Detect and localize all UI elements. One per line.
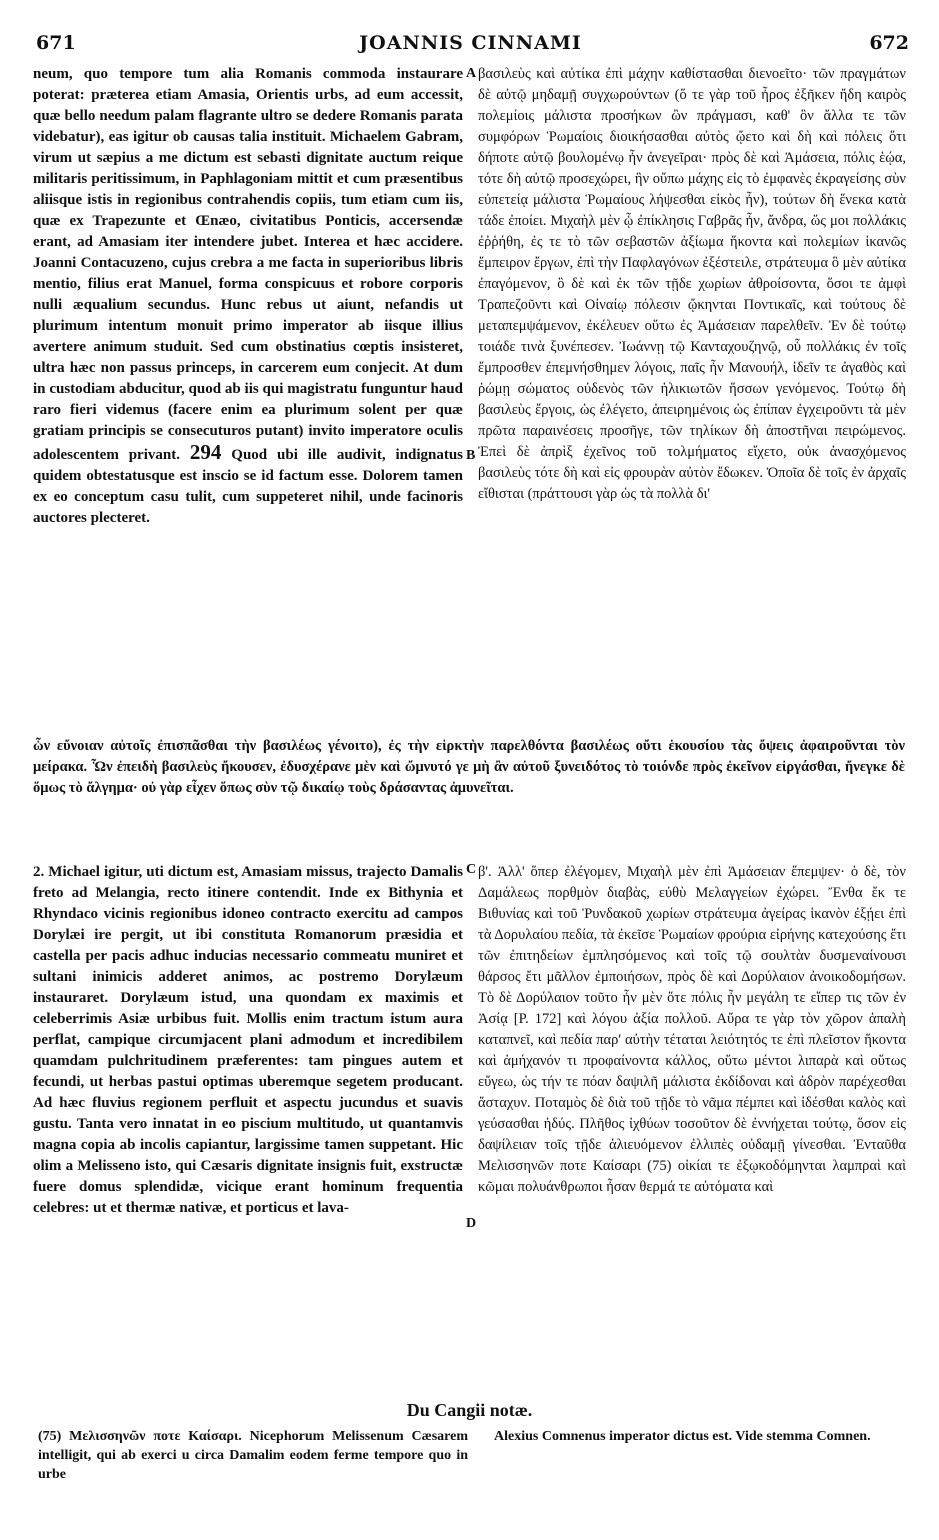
latin-paragraph-1-end: Quod ubi ille audivit, indignatus quidem obtestatusque est inscio se id factum esse. Dolorem tamen ex eo conceptum casu tulit, cum suppeteret nihil, unde facinoris auctores plecteret. [33, 447, 464, 526]
note-left: (75) Μελισσηνῶν ποτε Καίσαρι. Nicephorum Melissenum Cæsarem intelligit, qui ab exerci u circa Damalim eodem ferme tempore quo in urbe [38, 1429, 468, 1482]
greek-paragraph-2: β'. Ἀλλ' ὅπερ ἐλέγομεν, Μιχαὴλ μὲν ἐπὶ Ἀμάσειαν ἔπεμψεν· ὁ δὲ, τὸν Δαμάλεως πορθμὸν διαβὰς, εὐθὺ Μελαγγείων ἐχώρει. Ἔνθα ἔκ τε Βιθυνίας καὶ τοῦ Ῥυνδακοῦ χωρίων στράτευμα ἀγείρας ἱκανὸν ἐξῄει ἐπὶ τὰ Δορυλαίου πεδία, τὰ ἐκεῖσε Ῥωμαίων φρούρια εἰρήνης κατεχούσης ἔτι τῶν ἐπιτηδείων ἐμπλησόμενος καὶ τοῖς τῷ σουλτὰν δυσμεναίνουσι θάρσος ἔτι μᾶλλον ἐμποιήσων, πρὸς δὲ καὶ Δορύλαιον ἀνοικοδομήσων. Τὸ δὲ Δορύλαιον τοῦτο ἦν μὲν ὅτε πόλις ἦν μεγάλη τε εἴπερ τις τῶν ἐν Ἀσίᾳ [P. 172] καὶ λόγου ἀξία πολλοῦ. Αὔρα τε γὰρ τὸν χῶρον ἁπαλὴ καταπνεῖ, καὶ πεδία παρ' αὐτὴν τέταται λειότητός τε ἐπὶ πλεῖστον ἥκοντα καὶ ἀμήχανόν τι προφαίνοντα κάλλος, οὕτω μέντοι λιπαρὰ καὶ οὕτως εὔγεω, ὡς τήν τε πόαν δαψιλῆ μάλιστα ἐκδίδοναι καὶ ἁδρὸν παρέχεσθαι ἄσταχυν. Ποταμὸς δὲ διὰ τοῦ τῇδε τὸ νᾶμα πέμπει καὶ ἰδέσθαι καλὸς καὶ γεύσασθαι ἡδύς. Πλῆθος ἰχθύων τοσοῦτον δὲ ἐννήχεται τούτῳ, ὅσον εἰς δαψίλειαν τοῖς τῇδε ἁλιευόμενον ἐλλιπὲς οὐδαμῇ γίνεσθαι. Ἐνταῦθα Μελισσηνῶν ποτε Καίσαρι (75) οἰκίαι τε ἐξῳκοδόμηνται λαμπραὶ καὶ κῶμαι πολυάνθρωποι ἦσαν θερμά τε αὐτόματα καὶ [478, 864, 906, 1195]
margin-letter-b: B [466, 448, 476, 463]
left-page-number: 671 [36, 32, 76, 54]
notes-heading: Du Cangii notæ. [406, 1400, 533, 1420]
latin-column [33, 64, 463, 529]
running-title: JOANNIS CINNAMI [359, 32, 582, 54]
margin-letter-a: A [466, 66, 477, 81]
page-marker: 294 [189, 440, 222, 464]
latin-paragraph-1 [33, 64, 463, 529]
greek-spanning-passage: ὧν εὔνοιαν αὐτοῖς ἐπισπᾶσθαι τὴν βασιλέως γένοιτο), ἐς τὴν εἱρκτὴν παρελθόντα βασιλέως οὔτι ἑκουσίου τὰς ὄψεις ἀφαιροῦνται τὸν μείρακα. Ὧν ἐπειδὴ βασιλεὺς ἤκουσεν, ἐδυσχέρανε μὲν καὶ ὤμνυτό γε μὴ ἂν αὐτοῦ ξυνειδότος τὸ τοιόνδε πρὸς ἐκεῖνον εἰργάσθαι, ἤνεγκε δὲ ὅμως τὸ ἄλγημα· οὐ γὰρ εἶχεν ὅπως σὺν τῷ δικαίῳ τοὺς δράσαντας ἀμυνεῖται. [33, 738, 905, 796]
greek-column [478, 64, 906, 505]
greek-column-section-2 [478, 862, 906, 1198]
latin-column-section-2 [33, 862, 463, 1219]
latin-paragraph-1-text: neum, quo tempore tum alia Romanis commoda instaurare poterat: præterea etiam Amasia, Orientis urbs, ad eum accessit, quæ bello needum palam flagrante ultro se dedere Romanis parata videbatur), eas igitur ob causas talia instituit. Michaelem Gabram, virum ut sæpius a me dictum est sebasti dignitate auctum reique militaris peritissimum, in Paphlagoniam mittit et cum præsentibus aliisque istis in regionibus contrahendis copiis, tum etiam cum iis, quæ ex Trapezunte et Œnæo, civitatibus Ponticis, accersendæ erant, ad Amasiam iter intendere jubet. Interea et hæc accidere. Joanni Contacuzeno, cujus crebra a me facta in superioribus libris mentio, filius erat Manuel, forma conspicuus et robore corporis nulli æqualium secundus. Hunc rebus ut aiunt, nefandis ut plurimum intentum monuit primo imperator ab iisque illius avertere animum studuit. Sed cum obstinatius cœptis insisteret, ultra hæc non passus princeps, in carcerem eum conjecit. At dum in custodiam abducitur, quod ab iis qui magistratu funguntur haud raro fieri videmus (facere enim ea plurimum solent per quæ gratiam principis se consecuturos putant) invito imperatore oculis adolescentem privant. [33, 66, 463, 463]
note-right: Alexius Comnenus imperator dictus est. Vide stemma Comnen. [494, 1429, 871, 1444]
latin-paragraph-2: 2. Michael igitur, uti dictum est, Amasiam missus, trajecto Damalis freto ad Melangia, recto itinere contendit. Inde ex Bithynia et Rhyndaco vicinis regionibus idoneo contracto exercitu ad campos Dorylæi ire pergit, ut ibi constituta Romanorum præsidia et castella per pacis adhuc inducias necessario commeatu muniret et sultani inimicis adderet animos, ac postremo Dorylæum instauraret. Dorylæum istud, una quondam ex maximis et celeberrimis Asiæ urbibus fuit. Mollis enim tractum istum aura perflat, campique circumjacent plani admodum et incredibilem quamdam pulchritudinem præferentes: tam pingues autem et fecundi, ut herbas pastui optimas uberemque segetem producant. Ad hæc fluvius regionem perfluit et aspectu jucundus et suavis gustu. Tanta vero innatat in eo piscium multitudo, ut quantamvis magna copia ab incolis capiantur, largissime tamen suppetant. Hic olim a Melisseno isto, qui Cæsaris dignitate insignis fuit, exstructæ fuere domus splendidæ, vicique erant hominum frequentia celebres: ut et thermæ nativæ, et porticus et lava- [33, 864, 463, 1216]
right-page-number: 672 [869, 32, 909, 54]
margin-letter-d: D [466, 1216, 477, 1231]
running-header [28, 32, 913, 58]
margin-letter-c: C [466, 862, 477, 877]
greek-paragraph-1: βασιλεὺς καὶ αὐτίκα ἐπὶ μάχην καθίστασθαι διενοεῖτο· τῶν πραγμάτων δὲ αὐτῷ μηδαμῇ συγχωρούντων (ὅ τε γὰρ τοῦ ἦρος ἐξῆκεν ἤδη καιρὸς πολεμίοις μάλιστα προσήκων ὢν πράγμασι, καθ' ὃν ἄλλα τε τῶν συμφόρων Ῥωμαίοις διοικήσασθαι αὐτὸς ᾤετο καὶ δὴ καὶ πόλεις ὅτι δήποτε αὐτῷ βουλομένῳ ἦν ἀνεγεῖραι· πρὸς δὲ καὶ Ἀμάσεια, πόλις ἑῴα, τότε δὴ αὐτῷ προσεχώρει, ἣν οὔπω μάχης εἰς τὸ ἐμφανὲς ἐκραγείσης σὺν εὐπετείᾳ μάλιστα Ῥωμαίους λήψεσθαι εἰκὸς ἦν), τούτων δὴ ἕνεκα κατὰ τάδε ἐποίει. Μιχαὴλ μὲν ᾧ ἐπίκλησις Γαβρᾶς ἦν, ἄνδρα, ὥς μοι πολλάκις ἐῤῥήθη, ἐς τε τὸ τῶν σεβαστῶν ἀξίωμα ἥκοντα καὶ πολεμίων ἱκανῶς ἔμπειρον ἔργων, ἐπὶ τὴν Παφλαγόνων ἐξέστειλε, στράτευμα ὃ μὲν αὐτίκα ἐπαγόμενον, ὃ δὲ καὶ ἐκ τῶν τῇδε χωρίων ἀθροίσοντα, ὅσοι τε ἀμφὶ Τραπεζοῦντι καὶ Οἰναίῳ πόλεσιν ᾤκηνται Ποντικαῖς, καὶ τούτους δὲ μεταπεμψάμενον, ἐκέλευεν οὕτω ἐς Ἀμάσειαν παρελθεῖν. Ἐν δὲ τούτῳ τοιάδε τινὰ ξυνέπεσεν. Ἰωάννῃ τῷ Κανταχουζηνῷ, οὗ πολλάκις ἐν τοῖς ἔμπροσθεν ἐπεμνήσθημεν λόγοις, παῖς ἦν Μανουήλ, ἰδεῖν τε ἀγαθὸς καὶ ῥώμῃ σώματος οὐδενὸς τῶν ἡλικιωτῶν ἥσσων γενόμενος. Τούτῳ δὴ βασιλεὺς ἔργοις, ὡς ἐλέγετο, ἀπειρημένοις ὡς ἐπίπαν ἐγχειροῦντι τὰ μὲν πρῶτα παραινέσεις προσῆγε, τῶν τηλίκων δὴ ἀποστῆναι πειρώμενος. Ἐπεὶ δὲ ἀπρὶξ ἐχεῖνος τοῦ τολμήματος εἴχετο, οὐκ ἀνασχόμενος βασιλεὺς τότε δὴ καὶ εἰς φρουρὰν αὐτὸν ἔδωκεν. Ὁποῖα δὲ τοῖς ἐν ἀρχαῖς εἴθισται (πράττουσι γὰρ ὡς τὰ πολλὰ δι' [478, 66, 906, 502]
